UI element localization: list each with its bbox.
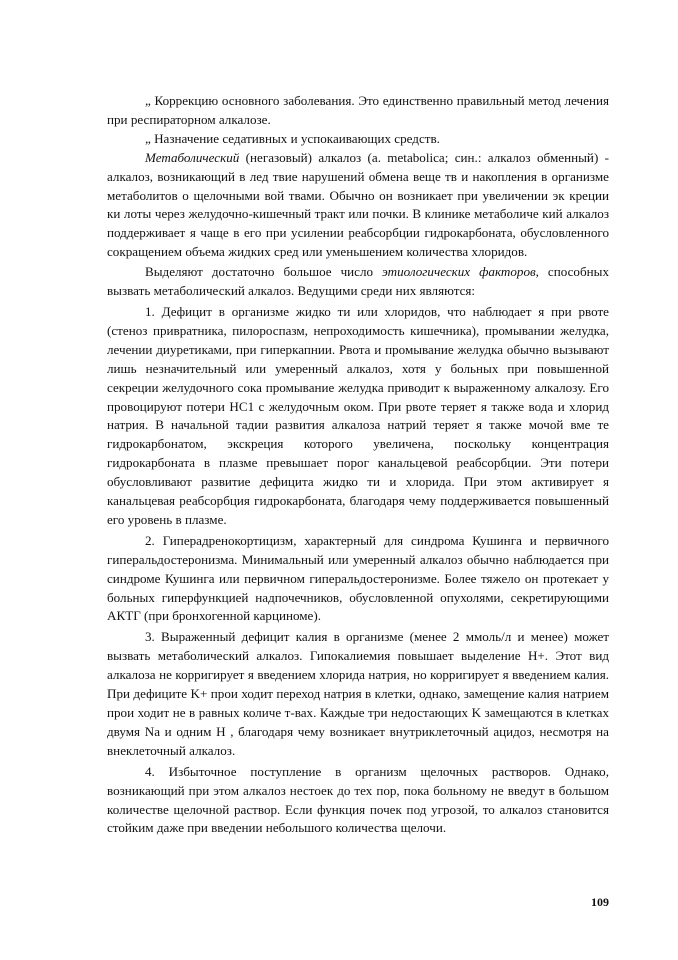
term-metabolic: Метаболический [145,149,240,165]
paragraph-etiology-intro [107,263,609,301]
paragraph-metabolic-definition [107,149,609,262]
paragraph-factor-2: 2. Гиперадренокортицизм, характерный для синдрома Кушинга и первичного гиперальдостеронизма. Минимальный или умеренный алкалоз обычно наблюдается при синдроме Кушинга или первичном гиперальдостеронизме. Более тяжело он протекает у больных гиперфункцией надпочечников, обусловленной опухолями, секретирующими АКТГ (при бронхогенной карциноме). [107,532,609,624]
term-etiological-factors: этиологических факторов, [382,264,539,280]
paragraph-correction-bullet: „ Коррекцию основного заболевания. Это единственно правильный метод лечения при респираторном алкалозе. [107,93,609,127]
body-text [107,92,609,838]
paragraph-factor-4: 4. Избыточное поступление в организм щелочных растворов. Однако, возникающий при этом алкалоз нестоек до тех пор, пока больному не введут в большом количестве щелочной раствор. Если функция почек под угрозой, то алкалоз становится стойким даже при введении небольшого количества щелочи. [107,763,609,836]
etiology-intro-before: Выделяют достаточно большое число [145,264,383,280]
paragraph-sedatives-bullet: „ Назначение седативных и успокаивающих средств. [145,130,440,146]
page-number: 109 [591,895,609,909]
paragraph-factor-3: 3. Выраженный дефицит калия в организме (менее 2 ммоль/л и менее) может вызвать метаболический алкалоз. Гипокалиемия повышает выделение H+. Этот вид алкалоза не корригирует я введением хлорида натрия, но корригирует я введением калия. При дефиците K+ прои ходит переход натрия в клетки, однако, замещение калия натрием прои ходит не в равных количе т-вах. Каждые три недостающих K замещаются в клетках двумя Na и одним H , благодаря чему возникает внутриклеточный ацидоз, несмотря на внеклеточный алкалоз. [107,629,609,758]
etiology-intro-after: способных вызвать метаболический алкалоз. Ведущими среди них являются: [107,264,609,299]
paragraph-factor-1: 1. Дефицит в организме жидко ти или хлоридов, что наблюдает я при рвоте (стеноз привратника, пилороспазм, непроходимость кишечника), промывании желудка, лечении диуретиками, при гиперкапнии. Рвота и промывание желудка обычно вызывают лишь незначительный или умеренный алкалоз, хотя у больных при повышенной секреции желудочного сока промывание желудка приводит к выраженному алкалозу. Его провоцируют потери HC1 с желудочным оком. При рвоте теряет я также вода и хлорид натрия. В начальной тадии развития алкалоза натрий теряет я также мочой вме те гидрокарбонатом, экскреция которого увеличена, поскольку концентрация гидрокарбоната в плазме превышает порог канальцевой реабсорбции. Эти потери обусловливают развитие дефицита жидко ти и хлорида. При этом активирует я канальцевая реабсорбция гидрокарбоната, благодаря чему поддерживается повышенный его уровень в плазме. [107,303,609,527]
metabolic-definition-text: (негазовый) алкалоз (a. metabolica; син.: алкалоз обменный) - алкалоз, возникающий в лед твие нарушений обмена веще тв и накопления в организме метаболитов о щелочными вой твами. Обычно он возникает при увеличении эк креции ки лоты через желудочно-кишечный тракт или почки. В клинике метаболиче кий алкалоз поддерживает я чаще в его при усилении реабсорбции гидрокарбоната, обусловленного сокращением объема жидких сред или уменьшением количества хлоридов. [107,149,609,260]
